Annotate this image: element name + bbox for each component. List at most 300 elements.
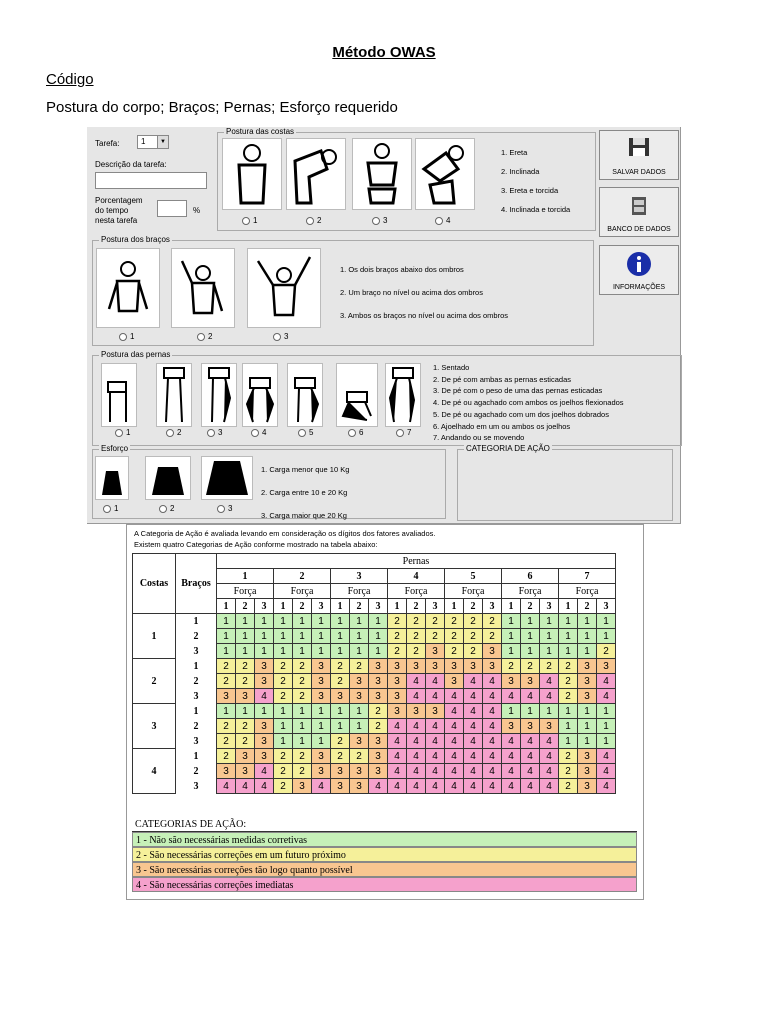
category-cell: 4 <box>445 704 464 719</box>
category-cell: 4 <box>521 779 540 794</box>
category-cell: 1 <box>597 614 616 629</box>
category-cell: 4 <box>540 779 559 794</box>
category-cell: 2 <box>217 749 236 764</box>
category-cell: 1 <box>521 629 540 644</box>
category-cell: 1 <box>597 629 616 644</box>
action-category-table <box>132 553 616 794</box>
category-cell: 2 <box>293 689 312 704</box>
category-cell: 3 <box>350 779 369 794</box>
pernas-3-picture <box>201 363 237 427</box>
pernas-6-picture <box>336 363 378 427</box>
category-cell: 3 <box>483 644 502 659</box>
category-cell: 1 <box>540 644 559 659</box>
category-cell: 4 <box>521 764 540 779</box>
costas-4-picture <box>415 138 475 210</box>
forca-value-2: 2 <box>350 599 369 614</box>
category-cell: 4 <box>540 734 559 749</box>
category-cell: 3 <box>255 659 274 674</box>
category-cell: 1 <box>540 629 559 644</box>
pernas-radio-2[interactable]: 2 <box>166 428 181 437</box>
salvar-label: SALVAR DADOS <box>612 169 666 176</box>
category-cell: 3 <box>597 659 616 674</box>
category-cell: 1 <box>312 614 331 629</box>
category-cell: 2 <box>369 704 388 719</box>
category-cell: 1 <box>559 704 578 719</box>
category-cell: 1 <box>274 614 293 629</box>
pernas-value-7: 7 <box>559 569 616 584</box>
category-cell: 2 <box>293 764 312 779</box>
category-cell: 4 <box>236 779 255 794</box>
category-cell: 1 <box>293 734 312 749</box>
category-cell: 4 <box>597 764 616 779</box>
category-cell: 4 <box>464 749 483 764</box>
bracos-group <box>92 235 594 346</box>
category-cell: 4 <box>217 779 236 794</box>
category-cell: 2 <box>236 734 255 749</box>
category-cell: 1 <box>502 704 521 719</box>
owas-table-panel <box>126 524 644 900</box>
category-cell: 2 <box>217 734 236 749</box>
category-cell: 3 <box>236 689 255 704</box>
category-cell: 3 <box>255 719 274 734</box>
category-cell: 2 <box>236 719 255 734</box>
category-cell: 3 <box>331 779 350 794</box>
category-cell: 4 <box>426 749 445 764</box>
category-cell: 1 <box>236 704 255 719</box>
category-cell: 1 <box>236 614 255 629</box>
pernas-radio-4[interactable]: 4 <box>251 428 266 437</box>
costas-group <box>217 127 596 231</box>
category-cell: 2 <box>217 659 236 674</box>
category-cell: 2 <box>217 674 236 689</box>
category-cell: 4 <box>502 749 521 764</box>
category-cell: 4 <box>388 734 407 749</box>
category-cell: 3 <box>236 764 255 779</box>
category-cell: 3 <box>255 674 274 689</box>
category-cell: 2 <box>483 614 502 629</box>
pernas-title: Postura das pernas <box>101 350 171 359</box>
category-cell: 4 <box>483 764 502 779</box>
bracos-value-2: 2 <box>176 764 217 779</box>
forca-value-2: 2 <box>578 599 597 614</box>
category-cell: 1 <box>540 614 559 629</box>
category-cell: 3 <box>426 659 445 674</box>
category-cell: 2 <box>407 644 426 659</box>
forca-value-2: 2 <box>407 599 426 614</box>
category-cell: 1 <box>369 644 388 659</box>
banco-label: BANCO DE DADOS <box>607 226 671 233</box>
category-cell: 3 <box>369 674 388 689</box>
salvar-dados-button[interactable] <box>599 130 679 180</box>
porcentagem-label: Porcentagem <box>95 196 143 205</box>
category-cell: 4 <box>407 719 426 734</box>
category-cell: 3 <box>502 719 521 734</box>
category-cell: 4 <box>597 674 616 689</box>
forca-label: Força <box>274 584 331 599</box>
forca-value-2: 2 <box>293 599 312 614</box>
category-cell: 4 <box>502 734 521 749</box>
category-cell: 2 <box>540 659 559 674</box>
costas-value-3: 3 <box>133 704 176 749</box>
category-cell: 4 <box>407 689 426 704</box>
forca-value-3: 3 <box>369 599 388 614</box>
category-cell: 2 <box>274 749 293 764</box>
pernas-value-4: 4 <box>388 569 445 584</box>
category-cell: 1 <box>236 629 255 644</box>
category-cell: 4 <box>426 689 445 704</box>
chevron-down-icon[interactable]: ▼ <box>157 136 168 148</box>
category-cell: 4 <box>445 734 464 749</box>
esforco-radio-2[interactable]: 2 <box>159 504 174 513</box>
category-cell: 4 <box>464 689 483 704</box>
category-cell: 2 <box>293 659 312 674</box>
category-cell: 1 <box>274 629 293 644</box>
forca-value-2: 2 <box>464 599 483 614</box>
category-cell: 4 <box>483 674 502 689</box>
category-cell: 1 <box>521 614 540 629</box>
pernas-options: 1. Sentado 2. De pé com ambas as pernas esticadas 3. De pé com o peso de uma das pernas esticadas 4. De pé ou agachado com ambos os joelhos flexionados 5. De pé ou agachado com um dos joelhos dobrados 6. Ajoelhado em um ou ambos os joelhos 7. Andando ou se movendo <box>433 363 624 443</box>
category-cell: 2 <box>445 644 464 659</box>
category-cell: 3 <box>350 689 369 704</box>
category-cell: 3 <box>407 704 426 719</box>
category-cell: 2 <box>331 749 350 764</box>
category-cell: 2 <box>464 614 483 629</box>
category-cell: 1 <box>502 644 521 659</box>
category-cell: 3 <box>578 659 597 674</box>
category-cell: 2 <box>426 629 445 644</box>
pernas-4-picture <box>242 363 278 427</box>
forca-label: Força <box>217 584 274 599</box>
category-cell: 3 <box>388 689 407 704</box>
informacoes-button[interactable] <box>599 245 679 295</box>
legend-3: 3 - São necessárias correções tão logo quanto possível <box>132 862 637 877</box>
legend-title: CATEGORIAS DE AÇÃO: <box>132 817 637 832</box>
banco-dados-button[interactable] <box>599 187 679 237</box>
forca-value-2: 2 <box>521 599 540 614</box>
category-cell: 3 <box>312 764 331 779</box>
category-cell: 3 <box>445 674 464 689</box>
category-cell: 3 <box>331 764 350 779</box>
category-cell: 1 <box>502 614 521 629</box>
code-heading: Código <box>46 71 94 88</box>
forca-value-1: 1 <box>388 599 407 614</box>
category-cell: 1 <box>293 629 312 644</box>
bracos-value-3: 3 <box>176 644 217 659</box>
percent-sign: % <box>193 206 201 215</box>
category-cell: 4 <box>407 764 426 779</box>
category-cell: 4 <box>255 764 274 779</box>
category-cell: 2 <box>274 674 293 689</box>
category-cell: 4 <box>464 719 483 734</box>
category-cell: 3 <box>369 734 388 749</box>
category-cell: 2 <box>331 659 350 674</box>
category-cell: 4 <box>426 674 445 689</box>
costas-title: Postura das costas <box>226 127 295 136</box>
category-cell: 4 <box>521 734 540 749</box>
category-cell: 4 <box>426 779 445 794</box>
category-cell: 1 <box>578 629 597 644</box>
category-cell: 1 <box>350 644 369 659</box>
forca-value-3: 3 <box>426 599 445 614</box>
esforco-options: 1. Carga menor que 10 Kg 2. Carga entre 10 e 20 Kg 3. Carga maior que 20 Kg <box>261 465 350 520</box>
category-cell: 1 <box>578 614 597 629</box>
category-cell: 1 <box>312 719 331 734</box>
category-cell: 3 <box>521 674 540 689</box>
bracos-1-picture <box>96 248 160 328</box>
category-cell: 4 <box>483 749 502 764</box>
category-cell: 3 <box>388 659 407 674</box>
floppy-disk-icon <box>627 136 651 158</box>
pernas-radio-6[interactable]: 6 <box>348 428 363 437</box>
category-cell: 3 <box>350 674 369 689</box>
category-cell: 1 <box>597 719 616 734</box>
costas-radio-4[interactable]: 4 <box>435 216 450 225</box>
category-cell: 1 <box>578 734 597 749</box>
category-cell: 3 <box>217 764 236 779</box>
category-cell: 1 <box>331 629 350 644</box>
bracos-value-3: 3 <box>176 779 217 794</box>
category-cell: 2 <box>293 749 312 764</box>
table-intro: A Categoria de Ação é avaliada levando em consideração os dígitos dos fatores avaliados. Existem quatro Categorias de Ação conforme mostrado na tabela abaixo: <box>134 529 436 549</box>
category-cell: 4 <box>369 779 388 794</box>
category-cell: 1 <box>559 644 578 659</box>
category-cell: 3 <box>578 689 597 704</box>
category-cell: 2 <box>350 659 369 674</box>
forca-label: Força <box>559 584 616 599</box>
pernas-group <box>92 350 682 446</box>
costas-radio-1[interactable]: 1 <box>242 216 257 225</box>
category-cell: 4 <box>540 749 559 764</box>
category-cell: 1 <box>312 644 331 659</box>
category-cell: 3 <box>331 689 350 704</box>
category-cell: 4 <box>426 734 445 749</box>
category-cell: 4 <box>540 764 559 779</box>
category-cell: 2 <box>274 764 293 779</box>
category-cell: 2 <box>445 629 464 644</box>
category-cell: 2 <box>559 764 578 779</box>
category-cell: 3 <box>255 734 274 749</box>
category-cell: 1 <box>578 719 597 734</box>
porcentagem-input[interactable] <box>157 200 187 217</box>
costas-radio-2[interactable]: 2 <box>306 216 321 225</box>
porcentagem-label-2: do tempo <box>95 206 129 215</box>
category-cell: 2 <box>502 659 521 674</box>
category-cell: 4 <box>464 764 483 779</box>
bracos-3-picture <box>247 248 321 328</box>
category-cell: 2 <box>559 659 578 674</box>
costas-1-picture <box>222 138 282 210</box>
category-cell: 3 <box>521 719 540 734</box>
bracos-radio-3[interactable]: 3 <box>273 332 288 341</box>
pernas-value-6: 6 <box>502 569 559 584</box>
category-cell: 4 <box>464 779 483 794</box>
bracos-radio-2[interactable]: 2 <box>197 332 212 341</box>
category-cell: 1 <box>274 704 293 719</box>
category-cell: 4 <box>388 764 407 779</box>
category-cell: 1 <box>255 704 274 719</box>
category-cell: 2 <box>293 674 312 689</box>
category-cell: 1 <box>274 734 293 749</box>
bracos-options: 1. Os dois braços abaixo dos ombros 2. Um braço no nível ou acima dos ombros 3. Ambos os braços no nível ou acima dos ombros <box>340 265 509 320</box>
categoria-title: CATEGORIA DE AÇÃO <box>466 444 550 453</box>
category-cell: 3 <box>312 689 331 704</box>
category-cell: 2 <box>388 629 407 644</box>
descricao-input[interactable] <box>95 172 207 189</box>
category-cell: 2 <box>426 614 445 629</box>
category-cell: 1 <box>597 734 616 749</box>
category-cell: 4 <box>597 749 616 764</box>
pernas-7-picture <box>385 363 421 427</box>
pernas-radio-3[interactable]: 3 <box>207 428 222 437</box>
category-cell: 3 <box>464 659 483 674</box>
category-cell: 1 <box>502 629 521 644</box>
category-cell: 3 <box>293 779 312 794</box>
category-cell: 1 <box>350 704 369 719</box>
category-cell: 2 <box>236 674 255 689</box>
porcentagem-label-3: nesta tarefa <box>95 216 138 225</box>
category-cell: 2 <box>274 659 293 674</box>
category-cell: 3 <box>312 674 331 689</box>
category-cell: 1 <box>293 719 312 734</box>
category-cell: 4 <box>445 749 464 764</box>
descricao-label: Descrição da tarefa: <box>95 160 167 169</box>
pernas-value-1: 1 <box>217 569 274 584</box>
category-cell: 2 <box>407 614 426 629</box>
subtitle: Postura do corpo; Braços; Pernas; Esforço requerido <box>46 99 398 116</box>
category-cell: 4 <box>407 779 426 794</box>
category-cell: 3 <box>312 749 331 764</box>
pernas-value-5: 5 <box>445 569 502 584</box>
category-cell: 2 <box>464 629 483 644</box>
esforco-radio-3[interactable]: 3 <box>217 504 232 513</box>
bracos-title: Postura dos braços <box>101 235 170 244</box>
category-cell: 1 <box>350 629 369 644</box>
category-cell: 4 <box>483 734 502 749</box>
category-cell: 1 <box>331 614 350 629</box>
category-cell: 1 <box>293 704 312 719</box>
category-cell: 4 <box>502 779 521 794</box>
category-cell: 1 <box>559 629 578 644</box>
category-cell: 4 <box>407 674 426 689</box>
category-cell: 2 <box>388 614 407 629</box>
category-cell: 2 <box>350 749 369 764</box>
pernas-value-2: 2 <box>274 569 331 584</box>
category-cell: 3 <box>578 764 597 779</box>
category-cell: 4 <box>388 779 407 794</box>
category-cell: 1 <box>331 704 350 719</box>
pernas-1-picture <box>101 363 137 427</box>
category-cell: 2 <box>331 734 350 749</box>
costas-value-4: 4 <box>133 749 176 794</box>
category-cell: 1 <box>559 614 578 629</box>
category-cell: 2 <box>464 644 483 659</box>
category-cell: 2 <box>445 614 464 629</box>
category-cell: 3 <box>350 764 369 779</box>
category-cell: 3 <box>578 749 597 764</box>
category-cell: 4 <box>597 689 616 704</box>
pernas-2-picture <box>156 363 192 427</box>
bracos-value-1: 1 <box>176 659 217 674</box>
category-cell: 1 <box>236 644 255 659</box>
category-cell: 4 <box>255 689 274 704</box>
category-cell: 4 <box>426 764 445 779</box>
category-cell: 4 <box>502 764 521 779</box>
category-cell: 1 <box>331 719 350 734</box>
forca-value-1: 1 <box>445 599 464 614</box>
forca-label: Força <box>502 584 559 599</box>
category-cell: 3 <box>369 764 388 779</box>
category-cell: 4 <box>445 779 464 794</box>
pernas-radio-7[interactable]: 7 <box>396 428 411 437</box>
category-cell: 4 <box>464 704 483 719</box>
category-cell: 3 <box>502 674 521 689</box>
category-cell: 4 <box>483 689 502 704</box>
esforco-title: Esforço <box>101 444 129 453</box>
category-cell: 4 <box>464 674 483 689</box>
category-cell: 1 <box>293 614 312 629</box>
category-cell: 1 <box>312 704 331 719</box>
category-cell: 3 <box>483 659 502 674</box>
forca-label: Força <box>331 584 388 599</box>
tarefa-select[interactable]: 1 ▼ <box>137 135 169 149</box>
category-cell: 1 <box>255 629 274 644</box>
pernas-5-picture <box>287 363 323 427</box>
costas-value-2: 2 <box>133 659 176 704</box>
category-cell: 1 <box>559 719 578 734</box>
esforco-radio-1[interactable]: 1 <box>103 504 118 513</box>
pernas-radio-1[interactable]: 1 <box>115 428 130 437</box>
category-cell: 1 <box>578 644 597 659</box>
esforco-1-picture <box>95 456 129 500</box>
forca-value-1: 1 <box>217 599 236 614</box>
category-cell: 4 <box>502 689 521 704</box>
category-cell: 4 <box>521 749 540 764</box>
pernas-radio-5[interactable]: 5 <box>298 428 313 437</box>
category-cell: 1 <box>521 704 540 719</box>
bracos-radio-1[interactable]: 1 <box>119 332 134 341</box>
category-cell: 3 <box>217 689 236 704</box>
tarefa-label: Tarefa: <box>95 139 120 148</box>
category-cell: 3 <box>426 704 445 719</box>
costas-2-picture <box>286 138 346 210</box>
category-cell: 1 <box>559 734 578 749</box>
category-cell: 2 <box>521 659 540 674</box>
category-cell: 2 <box>597 644 616 659</box>
category-cell: 1 <box>521 644 540 659</box>
col-pernas-header: Pernas <box>217 554 616 569</box>
category-cell: 3 <box>445 659 464 674</box>
costas-value-1: 1 <box>133 614 176 659</box>
category-cell: 3 <box>369 689 388 704</box>
category-cell: 1 <box>312 734 331 749</box>
category-cell: 1 <box>578 704 597 719</box>
category-cell: 4 <box>521 689 540 704</box>
category-cell: 4 <box>540 689 559 704</box>
category-cell: 4 <box>445 689 464 704</box>
category-cell: 2 <box>331 674 350 689</box>
category-cell: 2 <box>274 779 293 794</box>
category-cell: 4 <box>388 719 407 734</box>
forca-value-2: 2 <box>236 599 255 614</box>
category-cell: 1 <box>255 614 274 629</box>
category-cell: 1 <box>350 614 369 629</box>
category-cell: 4 <box>407 749 426 764</box>
category-cell: 3 <box>540 719 559 734</box>
costas-radio-3[interactable]: 3 <box>372 216 387 225</box>
category-cell: 1 <box>293 644 312 659</box>
owas-form <box>87 127 681 524</box>
category-cell: 3 <box>578 674 597 689</box>
